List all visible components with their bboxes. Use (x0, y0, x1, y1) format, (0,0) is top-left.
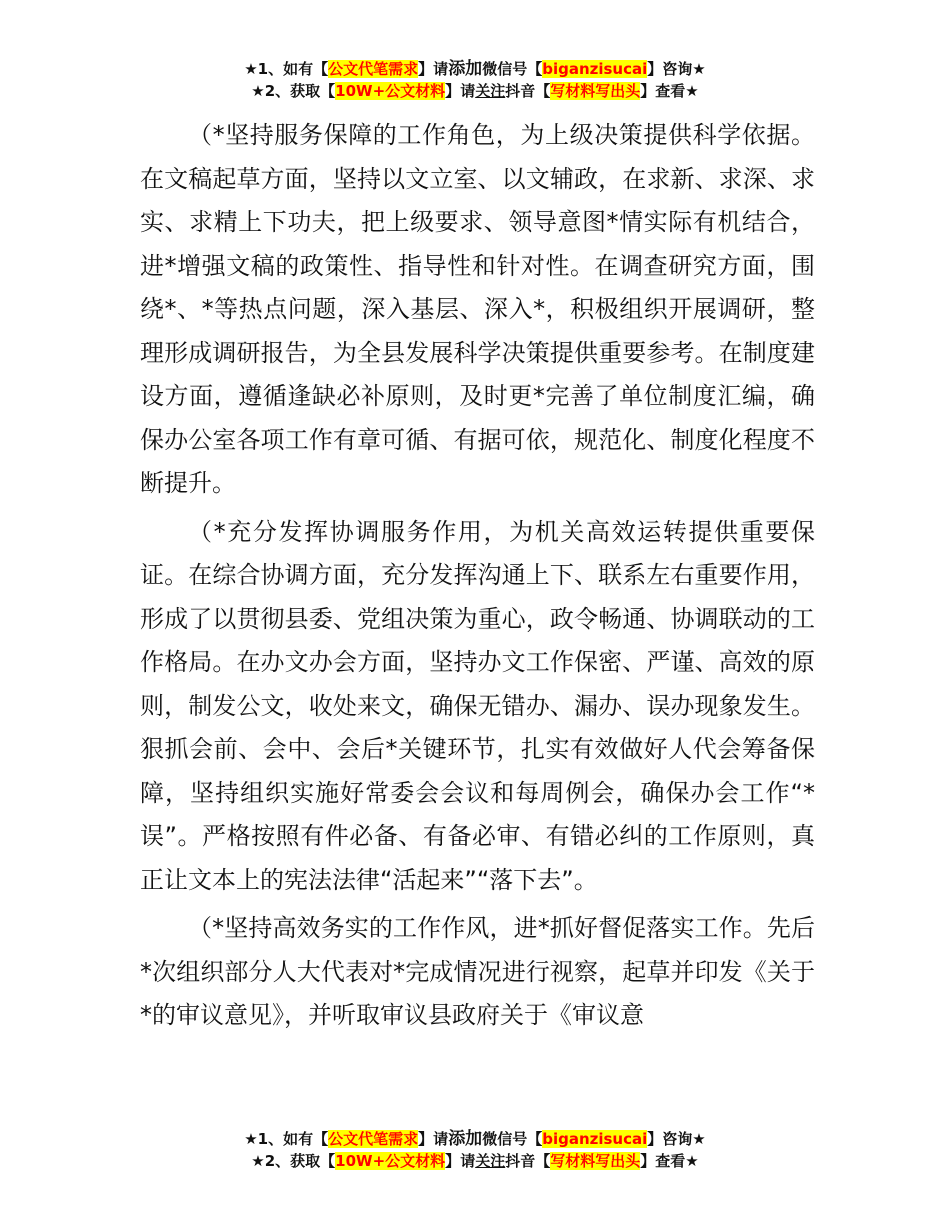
header-line-2-rb2: 】 (640, 82, 656, 100)
header-line-2 (0, 80, 950, 102)
header-line-1-text-3: 咨询★ (662, 60, 706, 78)
header-line-1-highlight-2: biganzisucai (542, 60, 648, 78)
footer-line-1-rb2: 】 (647, 1130, 663, 1148)
body-paragraph-3: （*坚持高效务实的工作作风，进*抓好督促落实工作。先后*次组织部分人大代表对*完成情况进行视察，起草并印发《关于*的审议意见》，并听取审议县政府关于《审议意 (140, 914, 815, 1029)
footer-line-2-rb1: 】 (445, 1152, 461, 1170)
footer-line-1-star-a: ★1、如有 (244, 1130, 314, 1148)
header-line-1-rb2: 】 (647, 60, 663, 78)
footer-line-1-rb1: 】 (418, 1130, 434, 1148)
footer-line-1-highlight-2: biganzisucai (542, 1130, 648, 1148)
footer-line-1-text-2: 微信号 (482, 1130, 528, 1148)
footer-line-2-highlight-2: 写材料写出头 (550, 1152, 641, 1170)
header-line-1-text-1-big: 添加 (448, 59, 483, 79)
header-line-1-lb1: 【 (313, 60, 329, 78)
header-line-2-rb1: 】 (445, 82, 461, 100)
header-line-1-text-1: 请 (433, 60, 449, 78)
footer-line-2 (0, 1150, 950, 1172)
footer-line-1-highlight-1: 公文代笔需求 (328, 1130, 419, 1148)
footer-line-1-lb1: 【 (313, 1130, 329, 1148)
body-paragraph-1: （*坚持服务保障的工作角色，为上级决策提供科学依据。在文稿起草方面，坚持以文立室、以文辅政，在求新、求深、求实、求精上下功夫，把上级要求、领导意图*情实际有机结合，进*增强文稿的政策性、指导性和针对性。在调查研究方面，围绕*、*等热点问题，深入基层、深入*，积极组织开展调研，整理形成调研报告，为全县发展科学决策提供重要参考。在制度建设方面，遵循逢缺必补原则，及时更*完善了单位制度汇编，确保办公室各项工作有章可循、有据可依，规范化、制度化程度不断提升。 (140, 121, 815, 497)
footer-line-1-lb2: 【 (527, 1130, 543, 1148)
footer-line-2-highlight-1: 10W+公文材料 (335, 1152, 446, 1170)
footer-line-1-text-1: 请 (433, 1130, 449, 1148)
footer-line-1 (0, 1128, 950, 1150)
header-line-2-lb1: 【 (320, 82, 336, 100)
header-banner (0, 58, 950, 102)
header-line-2-highlight-2: 写材料写出头 (550, 82, 641, 100)
footer-line-2-star-a: ★2、获取 (251, 1152, 321, 1170)
footer-line-2-text-2: 抖音 (505, 1152, 536, 1170)
header-line-2-text-3: 查看★ (655, 82, 699, 100)
footer-line-2-text-1: 请 (460, 1152, 476, 1170)
footer-line-2-lb1: 【 (320, 1152, 336, 1170)
footer-line-1-text-1-big: 添加 (448, 1129, 483, 1149)
header-line-2-text-1: 请 (460, 82, 476, 100)
document-body (140, 114, 815, 1043)
footer-line-2-text-3: 查看★ (655, 1152, 699, 1170)
footer-line-1-text-3: 咨询★ (662, 1130, 706, 1148)
footer-line-2-rb2: 】 (640, 1152, 656, 1170)
header-line-1 (0, 58, 950, 80)
footer-line-2-lb2: 【 (535, 1152, 551, 1170)
header-line-2-star-a: ★2、获取 (251, 82, 321, 100)
header-line-1-star-a: ★1、如有 (244, 60, 314, 78)
header-line-1-rb1: 】 (418, 60, 434, 78)
header-line-2-text-1-underlined: 关注 (475, 82, 506, 100)
footer-line-2-text-1-underlined: 关注 (475, 1152, 506, 1170)
header-line-2-highlight-1: 10W+公文材料 (335, 82, 446, 100)
header-line-2-lb2: 【 (535, 82, 551, 100)
footer-banner (0, 1128, 950, 1172)
header-line-1-lb2: 【 (527, 60, 543, 78)
header-line-2-text-2: 抖音 (505, 82, 536, 100)
header-line-1-highlight-1: 公文代笔需求 (328, 60, 419, 78)
body-paragraph-2: （*充分发挥协调服务作用，为机关高效运转提供重要保证。在综合协调方面，充分发挥沟通上下、联系左右重要作用，形成了以贯彻县委、党组决策为重心，政令畅通、协调联动的工作格局。在办文办会方面，坚持办文工作保密、严谨、高效的原则，制发公文，收处来文，确保无错办、漏办、误办现象发生。狠抓会前、会中、会后*关键环节，扎实有效做好人代会筹备保障，坚持组织实施好常委会会议和每周例会，确保办会工作“*误”。严格按照有件必备、有备必审、有错必纠的工作原则，真正让文本上的宪法法律“活起来”“落下去”。 (140, 517, 815, 894)
header-line-1-text-2: 微信号 (482, 60, 528, 78)
